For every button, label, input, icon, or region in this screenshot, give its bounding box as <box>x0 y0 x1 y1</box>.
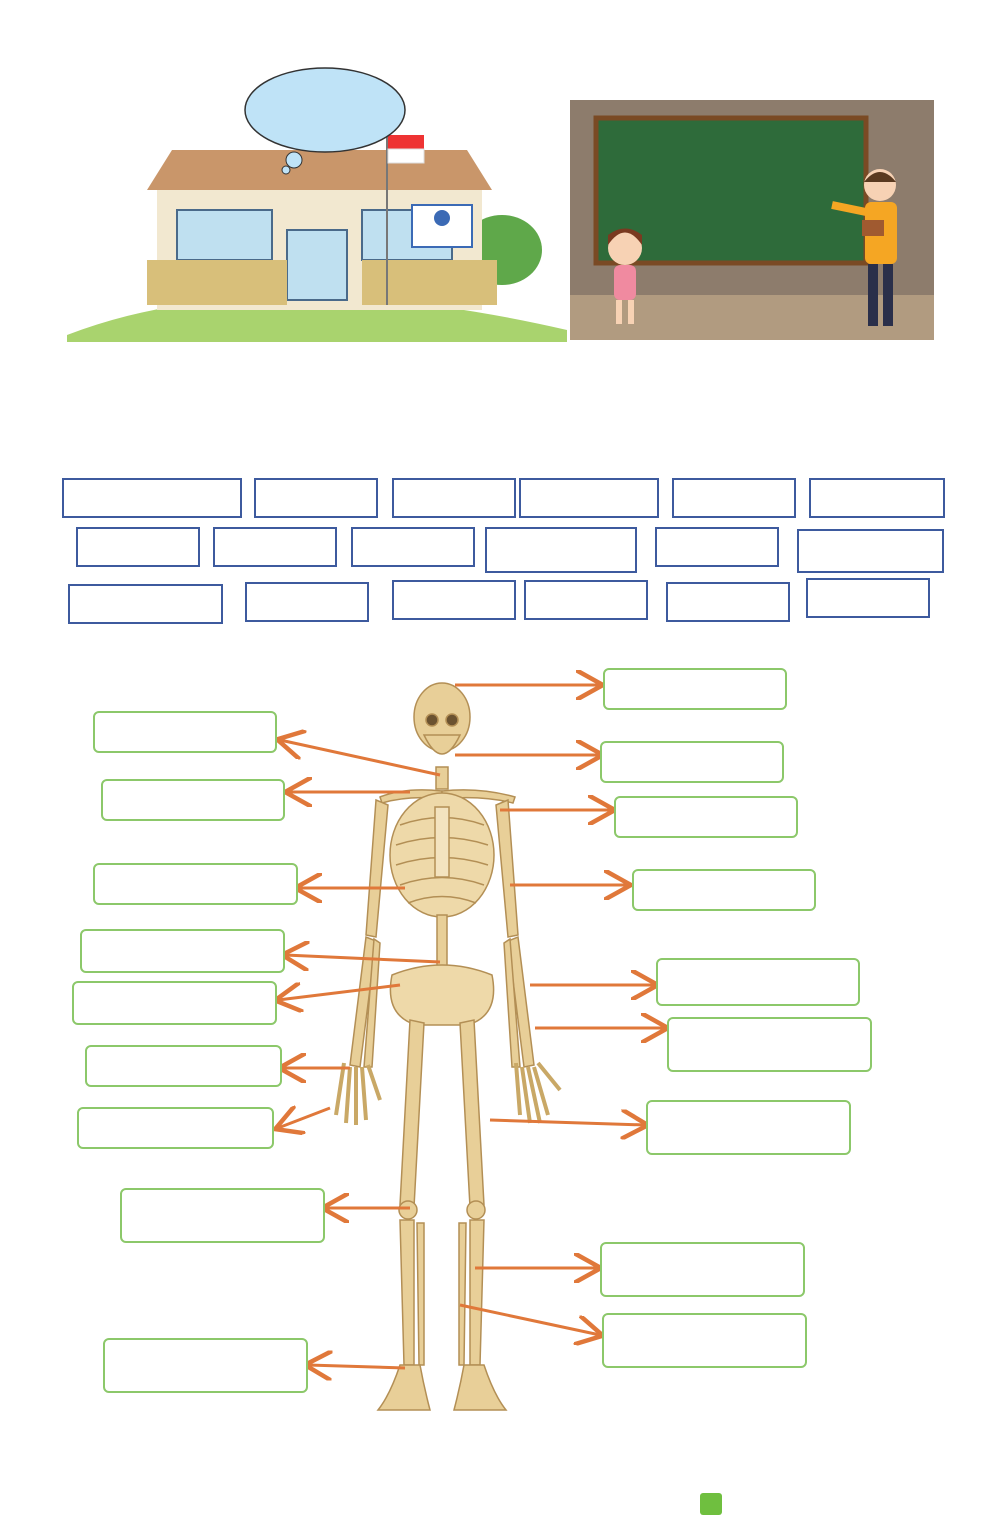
answer-box[interactable] <box>614 796 798 838</box>
answer-box[interactable] <box>646 1100 851 1155</box>
answer-box[interactable] <box>602 1313 807 1368</box>
answer-box[interactable] <box>93 863 298 905</box>
answer-box[interactable] <box>93 711 277 753</box>
answer-box[interactable] <box>77 1107 274 1149</box>
answer-box[interactable] <box>85 1045 282 1087</box>
logo-mark-icon <box>700 1493 722 1515</box>
liveworksheets-logo <box>700 1486 726 1518</box>
answer-box[interactable] <box>101 779 285 821</box>
answer-box[interactable] <box>103 1338 308 1393</box>
answer-box[interactable] <box>603 668 787 710</box>
answer-box[interactable] <box>72 981 277 1025</box>
answer-box[interactable] <box>632 869 816 911</box>
answer-box[interactable] <box>120 1188 325 1243</box>
answer-box[interactable] <box>80 929 285 973</box>
answer-box[interactable] <box>656 958 860 1006</box>
answer-box[interactable] <box>600 1242 805 1297</box>
answer-box[interactable] <box>600 741 784 783</box>
answer-box[interactable] <box>667 1017 872 1072</box>
